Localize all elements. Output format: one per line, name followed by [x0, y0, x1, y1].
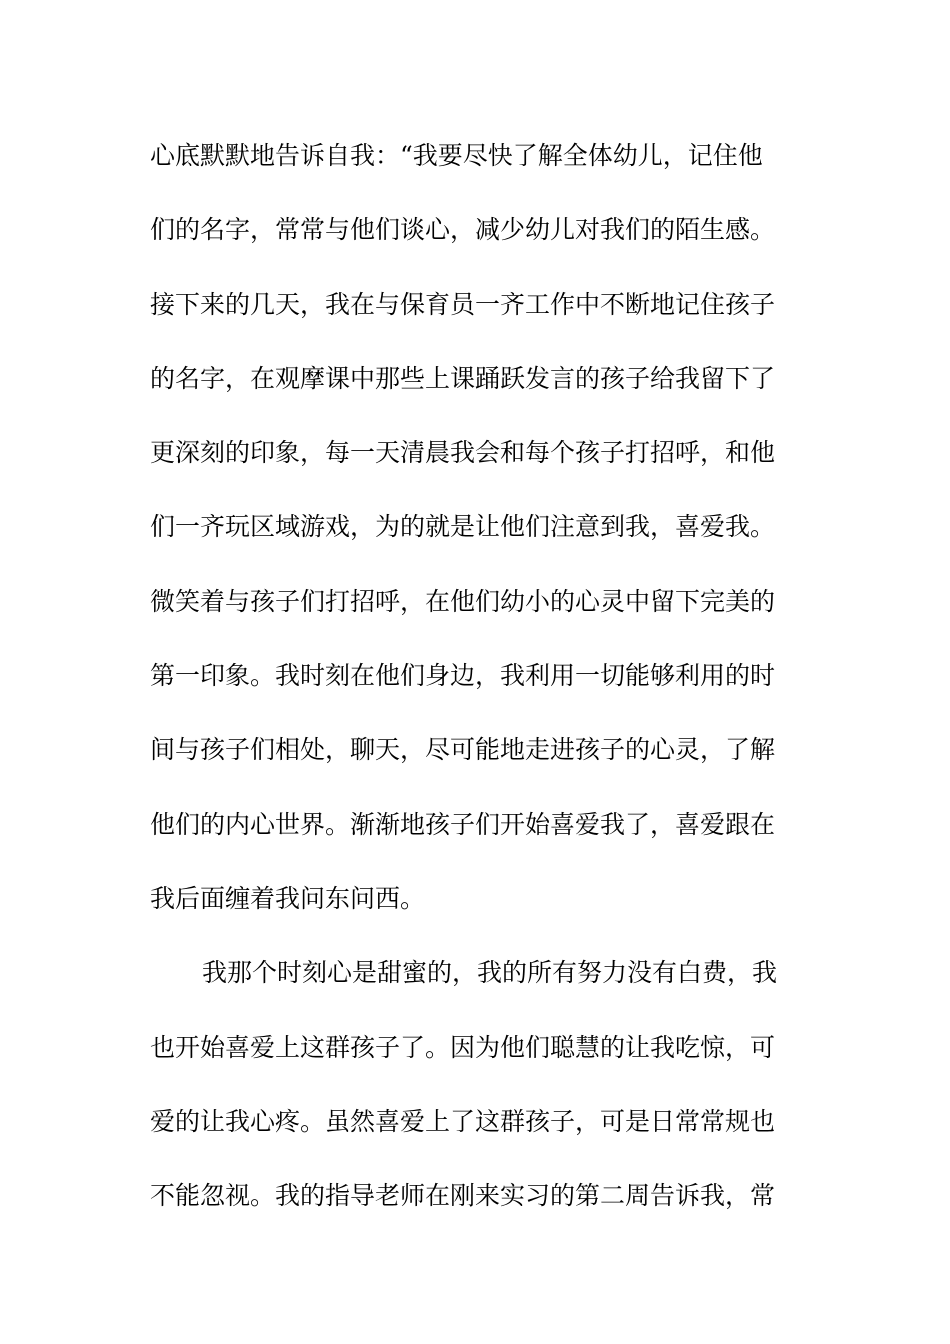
- text-line: 不能忽视。我的指导老师在刚来实习的第二周告诉我，常: [150, 1181, 776, 1211]
- paragraph-first-line: 我那个时刻心是甜蜜的，我的所有努力没有白费，我: [202, 958, 778, 988]
- text-line: 心底默默地告诉自我：“我要尽快了解全体幼儿，记住他: [150, 141, 763, 170]
- text-line: 爱的让我心疼。虽然喜爱上了这群孩子，可是日常常规也: [150, 1106, 776, 1136]
- body-text: [150, 119, 800, 1233]
- text-line: 们一齐玩区域游戏，为的就是让他们注意到我，喜爱我。: [150, 512, 776, 542]
- text-line: 更深刻的印象，每一天清晨我会和每个孩子打招呼，和他: [150, 438, 776, 468]
- text-line: 微笑着与孩子们打招呼，在他们幼小的心灵中留下完美的: [150, 586, 776, 616]
- text-line: 我后面缠着我问东问西。: [150, 883, 426, 913]
- text-line: 接下来的几天，我在与保育员一齐工作中不断地记住孩子: [150, 289, 776, 319]
- text-line: 们的名字，常常与他们谈心，减少幼儿对我们的陌生感。: [150, 215, 776, 245]
- text-line: 他们的内心世界。渐渐地孩子们开始喜爱我了，喜爱跟在: [150, 809, 776, 839]
- text-line: 第一印象。我时刻在他们身边，我利用一切能够利用的时: [150, 661, 776, 691]
- text-line: 也开始喜爱上这群孩子了。因为他们聪慧的让我吃惊，可: [150, 1032, 776, 1062]
- text-line: 的名字，在观摩课中那些上课踊跃发言的孩子给我留下了: [150, 363, 776, 393]
- text-line: 间与孩子们相处，聊天，尽可能地走进孩子的心灵，了解: [150, 735, 776, 765]
